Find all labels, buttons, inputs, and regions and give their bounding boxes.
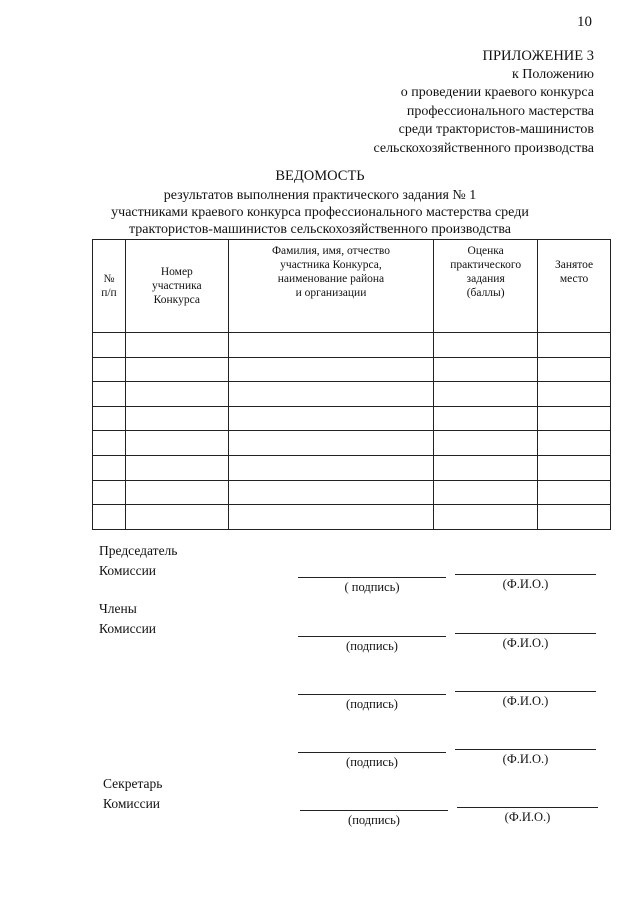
table-cell — [93, 480, 126, 505]
header-participant-number: Номер участника Конкурса — [125, 240, 228, 333]
table-row — [93, 480, 611, 505]
appendix-line: профессионального мастерства — [406, 103, 594, 119]
appendix-header — [373, 47, 594, 158]
secretary-label: Секретарь Комиссии — [103, 776, 163, 811]
table-cell — [228, 480, 434, 505]
header-participant-name: Фамилия, имя, отчество участника Конкурса, наименование района и организации — [228, 240, 434, 333]
name-line — [457, 807, 598, 808]
table-cell — [538, 455, 611, 480]
table-cell — [538, 505, 611, 530]
signature-caption: (подпись) — [346, 755, 398, 769]
table-cell — [538, 480, 611, 505]
appendix-line: о проведении краевого конкурса — [400, 85, 594, 100]
signature-caption: (подпись) — [346, 639, 398, 653]
signature-caption: (подпись) — [346, 697, 398, 711]
name-caption: (Ф.И.О.) — [504, 810, 551, 824]
document-subtitle-line: трактористов-машинистов сельскохозяйственного производства — [129, 222, 511, 237]
signature-line — [298, 752, 446, 753]
table-cell — [93, 455, 126, 480]
document-subtitle-line: участниками краевого конкурса профессионального мастерства среди — [111, 205, 529, 220]
table-cell — [434, 406, 538, 431]
table-cell — [434, 455, 538, 480]
results-table — [92, 239, 611, 530]
appendix-title: ПРИЛОЖЕНИЕ 3 — [482, 48, 594, 64]
table-row — [93, 505, 611, 530]
table-cell — [228, 382, 434, 407]
table-cell — [93, 357, 126, 382]
table-cell — [228, 357, 434, 382]
table-cell — [538, 382, 611, 407]
table-cell — [93, 333, 126, 358]
header-row-number: № п/п — [93, 240, 126, 333]
table-cell — [228, 455, 434, 480]
document-heading — [0, 168, 640, 238]
table-cell — [125, 406, 228, 431]
table-cell — [434, 480, 538, 505]
name-line — [455, 691, 596, 692]
table-cell — [434, 357, 538, 382]
signature-caption: (подпись) — [348, 813, 400, 827]
header-place: Занятое место — [538, 240, 611, 333]
members-label: Члены Комиссии — [99, 601, 157, 636]
table-cell — [538, 333, 611, 358]
table-cell — [538, 431, 611, 456]
appendix-line: к Положению — [511, 66, 594, 82]
name-line — [455, 633, 596, 634]
name-line — [455, 574, 596, 575]
table-cell — [125, 357, 228, 382]
name-caption: (Ф.И.О.) — [502, 636, 549, 650]
table-cell — [434, 505, 538, 530]
table-cell — [434, 333, 538, 358]
chairman-label: Председатель Комиссии — [99, 543, 178, 578]
appendix-line: сельскохозяйственного производства — [373, 140, 594, 156]
table-cell — [538, 406, 611, 431]
name-caption: (Ф.И.О.) — [502, 752, 549, 766]
signature-line — [298, 636, 446, 637]
table-cell — [93, 406, 126, 431]
table-cell — [538, 357, 611, 382]
table-body — [93, 333, 611, 530]
table-cell — [228, 333, 434, 358]
table-header-row — [93, 240, 611, 333]
table-row — [93, 333, 611, 358]
table-cell — [228, 406, 434, 431]
table-cell — [125, 455, 228, 480]
table-cell — [228, 505, 434, 530]
table-cell — [93, 431, 126, 456]
table-cell — [125, 382, 228, 407]
table-row — [93, 431, 611, 456]
table-row — [93, 382, 611, 407]
table-row — [93, 357, 611, 382]
signature-line — [300, 810, 448, 811]
table-cell — [125, 505, 228, 530]
table-cell — [434, 431, 538, 456]
name-line — [455, 749, 596, 750]
signature-caption: ( подпись) — [344, 580, 400, 594]
name-caption: (Ф.И.О.) — [502, 577, 549, 591]
signature-line — [298, 694, 446, 695]
signature-line — [298, 577, 446, 578]
table-row — [93, 455, 611, 480]
table-cell — [125, 480, 228, 505]
table-cell — [93, 382, 126, 407]
header-score: Оценка практического задания (баллы) — [434, 240, 538, 333]
page-number: 10 — [577, 14, 592, 30]
table-cell — [93, 505, 126, 530]
table-cell — [125, 333, 228, 358]
table-cell — [434, 382, 538, 407]
table-cell — [228, 431, 434, 456]
document-subtitle-line: результатов выполнения практического задания № 1 — [163, 188, 477, 203]
appendix-line: среди трактористов-машинистов — [398, 122, 594, 137]
table-cell — [125, 431, 228, 456]
document-title: ВЕДОМОСТЬ — [275, 168, 365, 184]
name-caption: (Ф.И.О.) — [502, 694, 549, 708]
table-row — [93, 406, 611, 431]
